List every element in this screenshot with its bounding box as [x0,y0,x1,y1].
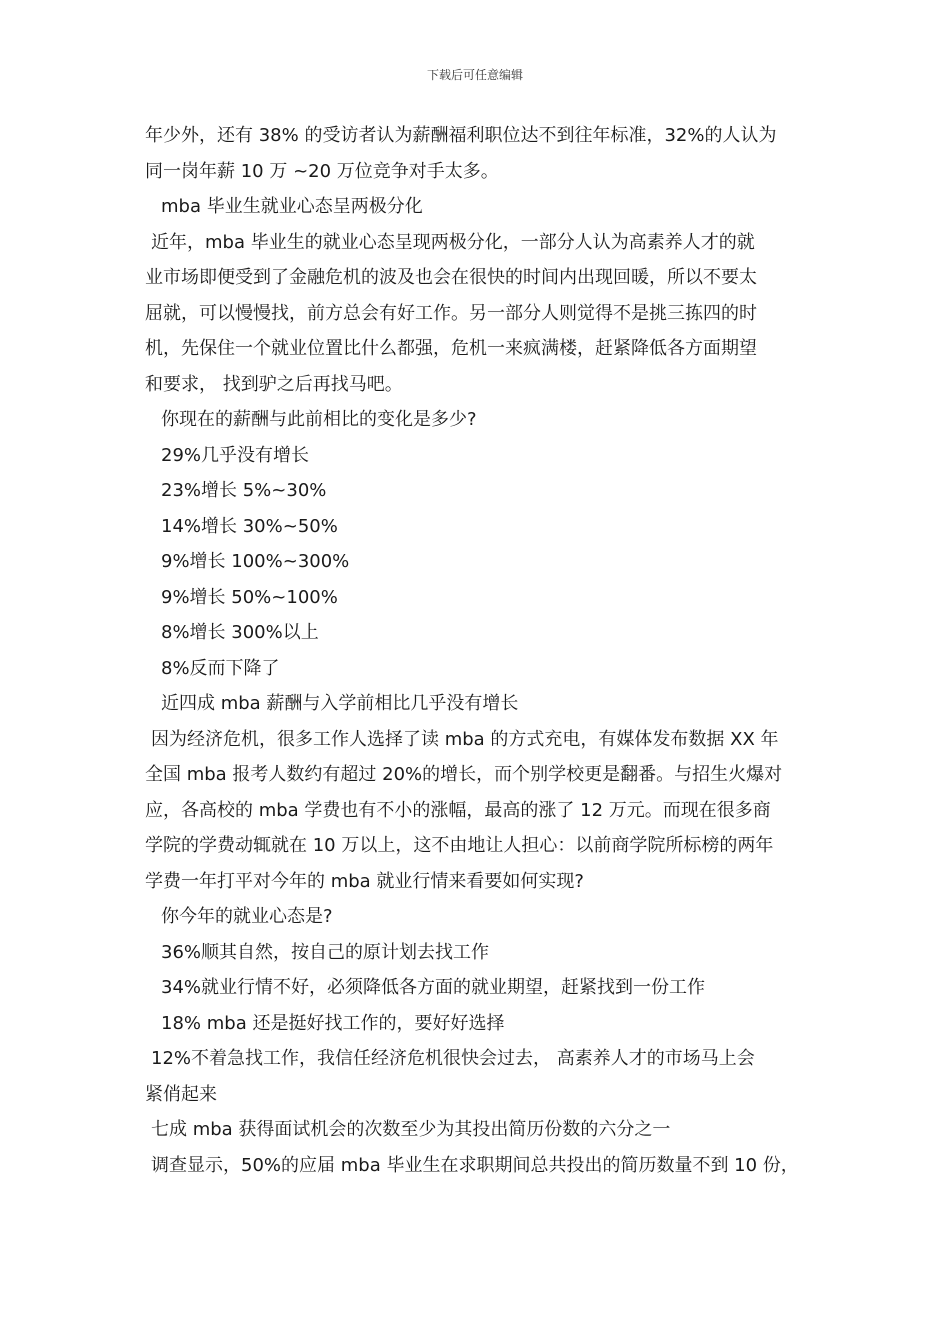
paragraph-line: 和要求， 找到驴之后再找马吧。 [145,373,403,395]
paragraph-line: 全国 mba 报考人数约有超过 20%的增长，而个别学校更是翻番。与招生火爆对 [145,764,783,785]
paragraph-line: 应，各高校的 mba 学费也有不小的涨幅，最高的涨了 12 万元。而现在很多商 [145,799,771,821]
section-heading: 近四成 mba 薪酬与入学前相比几乎没有增长 [161,693,519,714]
paragraph-line: 机，先保住一个就业位置比什么都强，危机一来疯满楼，赶紧降低各方面期望 [145,338,757,359]
paragraph-line: 因为经济危机，很多工作人选择了读 mba 的方式充电，有媒体发布数据 XX 年 [151,728,779,750]
section-heading: mba 毕业生就业心态呈两极分化 [161,196,423,217]
page-header: 下载后可任意编辑 [426,68,523,82]
survey-answer: 12%不着急找工作，我信任经济危机很快会过去， 高素养人才的市场马上会 [151,1048,755,1069]
paragraph-line: 年少外，还有 38% 的受访者认为薪酬福利职位达不到往年标准，32%的人认为 [145,125,777,146]
survey-answer: 8%反而下降了 [161,657,280,679]
survey-answer: 18% mba 还是挺好找工作的，要好好选择 [161,1012,505,1034]
survey-answer: 29%几乎没有增长 [161,444,310,466]
paragraph-line: 调查显示，50%的应届 mba 毕业生在求职期间总共投出的简历数量不到 10 份， [151,1154,799,1176]
survey-answer: 9%增长 100%~300% [161,551,350,572]
survey-answer: 34%就业行情不好，必须降低各方面的就业期望，赶紧找到一份工作 [161,977,706,998]
survey-answer: 8%增长 300%以上 [161,622,319,643]
paragraph-line: 同一岗年薪 10 万 ~20 万位竞争对手太多。 [145,160,499,182]
survey-answer: 14%增长 30%~50% [161,515,338,537]
survey-answer: 9%增长 50%~100% [161,586,338,608]
survey-question: 你现在的薪酬与此前相比的变化是多少? [161,409,477,430]
document-body [145,118,817,1183]
section-heading: 七成 mba 获得面试机会的次数至少为其投出简历份数的六分之一 [151,1119,671,1140]
paragraph-line: 近年，mba 毕业生的就业心态呈现两极分化，一部分人认为高素养人才的就 [151,231,755,253]
paragraph-line: 业市场即便受到了金融危机的波及也会在很快的时间内出现回暖，所以不要太 [145,267,757,288]
paragraph-line: 屈就，可以慢慢找，前方总会有好工作。另一部分人则觉得不是挑三拣四的时 [145,302,757,324]
survey-question: 你今年的就业心态是? [161,906,333,927]
paragraph-line: 学院的学费动辄就在 10 万以上，这不由地让人担心：以前商学院所标榜的两年 [145,835,774,856]
survey-answer: 36%顺其自然，按自己的原计划去找工作 [161,941,490,963]
paragraph-line: 学费一年打平对今年的 mba 就业行情来看要如何实现? [145,870,584,892]
paragraph-line: 紧俏起来 [145,1083,217,1105]
survey-answer: 23%增长 5%~30% [161,480,327,501]
